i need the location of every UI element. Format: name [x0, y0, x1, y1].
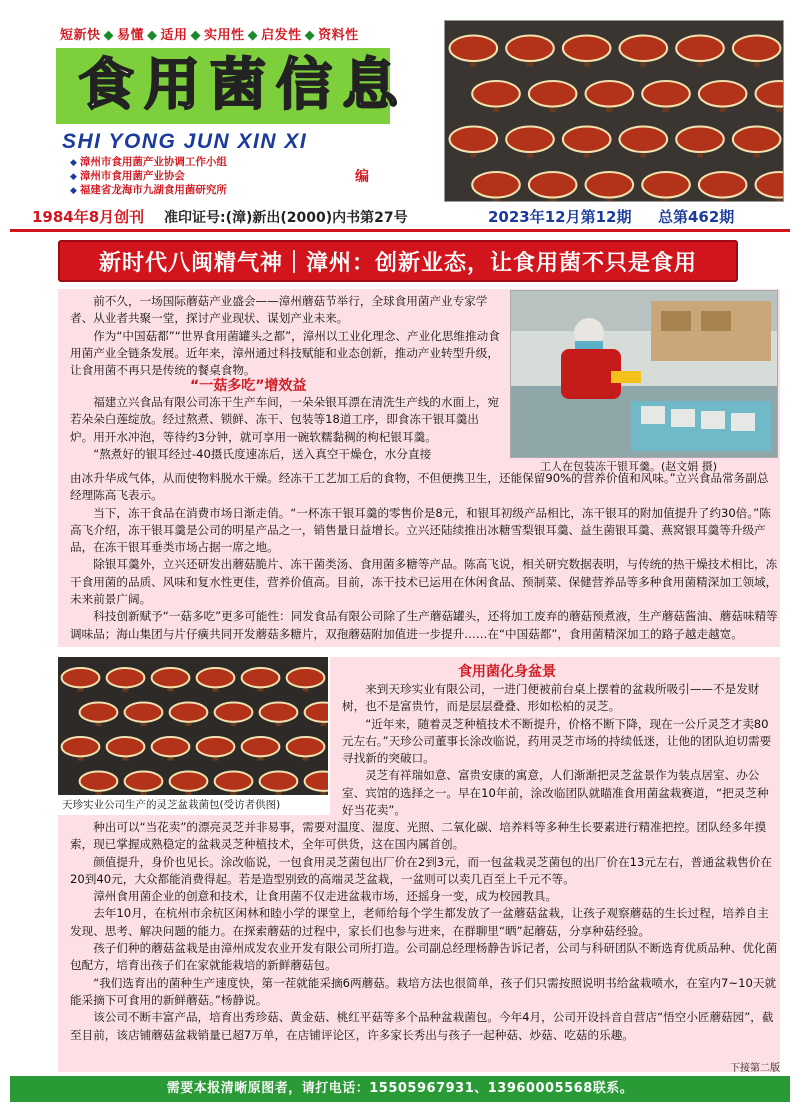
edit-label: 编: [355, 169, 369, 185]
slogan-item: 启发性: [261, 28, 302, 43]
paragraph: “熬煮好的银耳经过-40摄氏度速冻后，送入真空干燥仓，水分直接: [93, 446, 432, 461]
paragraph: 种出可以“当花卖”的漂亮灵芝并非易事，需要对温度、湿度、光照、二氧化碳、培养料等多种生长要素进行精准把控。团队经多年摸索，现已掌握成熟稳定的盆栽灵芝种植技术，全年可供货，这在国内属首创。: [70, 820, 767, 852]
bonsai-illustration: [58, 657, 328, 795]
photo-lingzhi-bonsai: [58, 657, 328, 795]
slogan-item: 资料性: [318, 28, 359, 43]
article-column-left: [70, 293, 502, 379]
diamond-icon: ◆: [103, 28, 115, 43]
paragraph: 除银耳羹外，立兴还研发出蘑菇脆片、冻干菌类汤、食用菌多糖等产品。陈高飞说，相关研究数据表明，与传统的热干燥技术相比，冻干食用菌的品质、风味和复水性更佳，营养价值高。目前，冻干技术已运用在休闲食品、预制菜、保健营养品等多种食用菌精深加工领域，未来前景广阔。: [70, 557, 778, 607]
info-bar: [10, 206, 790, 232]
permit-number: 准印证号:(漳)新出(2000)内书第27号: [164, 210, 408, 226]
paragraph: 科技创新赋予“一菇多吃”更多可能性：同发食品有限公司除了生产蘑菇罐头，还将加工废弃的蘑菇预煮液，生产蘑菇酱油、蘑菇味精等调味品；海山集团与片仔癀共同开发蘑菇多糖片，双孢蘑菇附加值进一步提升……在“中国菇都”，食用菌精深加工的路子越走越宽。: [70, 609, 778, 641]
paragraph: 福建立兴食品有限公司冻干生产车间，一朵朵银耳漂在清洗生产线的水面上，宛若朵朵白莲绽放。经过熬煮、锁鲜、冻干、包装等18道工序，即食冻干银耳羹出炉。用开水冲泡，等待约3分钟，就可享用一碗软糯黏稠的枸杞银耳羹。: [70, 395, 499, 444]
lingzhi-illustration: [445, 21, 784, 202]
editor-item: ◆ 漳州市食用菌产业协调工作小组: [70, 156, 227, 168]
slogan-item: 适用: [160, 28, 188, 43]
paragraph: 来到天珍实业有限公司，一进门便被前台桌上摆着的盆栽所吸引——不是发财树，也不是富贵竹，而是层层叠叠、形如松柏的灵芝。: [342, 682, 760, 714]
triangle-bullet-icon: ◆: [70, 186, 77, 196]
paragraph: 该公司不断丰富产品，培育出秀珍菇、黄金菇、桃红平菇等多个品种盆栽菌包。今年4月，公司开设抖音自营店“悟空小匠蘑菇园”，截至目前，该店铺蘑菇盆栽销量已超7万单，在店铺评论区，许多家长秀出与孩子一起种菇、炒菇、吃菇的乐趣。: [70, 1010, 774, 1042]
founded-date: 1984年8月创刊: [32, 208, 145, 226]
article-wide-1: [70, 470, 778, 643]
headline: 新时代八闽精气神｜漳州：创新业态，让食用菌不只是食用: [98, 251, 697, 276]
masthead-pinyin: SHI YONG JUN XIN XI: [62, 130, 308, 153]
diamond-icon: ◆: [147, 28, 158, 43]
paragraph: 由冰升华成气体，从而使物料脱水干燥。经冻干工艺加工后的食物，不但便携卫生，还能保留90%的营养价值和风味。”立兴食品常务副总经理陈高飞表示。: [70, 471, 769, 503]
diamond-icon: ◆: [304, 28, 316, 43]
paragraph: 当下，冻干食品在消费市场日渐走俏。“一杯冻干银耳羹的零售价是8元，和银耳初级产品相比，冻干银耳的附加值提升了约30倍。”陈高飞介绍，冻干银耳羹是公司的明星产品之一，销售量日益增长。立兴还陆续推出冰糖雪梨银耳羹、益生菌银耳羹、燕窝银耳羹等升级产品，在冻干银耳垂类市场占据一席之地。: [70, 505, 771, 555]
slogan-line: [60, 24, 359, 43]
slogan-item: 易懂: [117, 28, 145, 43]
footer-text: 需要本报清晰原图者，请打电话：15505967931、13960005568联系。: [166, 1081, 634, 1096]
worker-illustration: [511, 291, 778, 458]
headline-banner: [58, 240, 738, 282]
diamond-icon: ◆: [190, 28, 202, 43]
article-wide-2: [70, 819, 778, 1044]
paragraph: 前不久，一场国际蘑菇产业盛会——漳州蘑菇节举行，全球食用菌产业专家学者、从业者共聚一堂，探讨产业现状、谋划产业未来。: [70, 294, 488, 326]
subheading: “一菇多吃”增效益: [190, 378, 307, 394]
triangle-bullet-icon: ◆: [70, 172, 77, 182]
triangle-bullet-icon: ◆: [70, 158, 77, 168]
subheading: 食用菌化身盆景: [458, 664, 556, 680]
paragraph: 孩子们种的蘑菇盆栽是由漳州成发农业开发有限公司所打造。公司副总经理杨静告诉记者，公司与科研团队不断选育优质品种、优化菌包配方，培育出孩子们在家就能栽培的新鲜蘑菇包。: [70, 941, 778, 973]
editor-item: ◆ 福建省龙海市九湖食用菌研究所: [70, 184, 227, 196]
editor-item: ◆ 漳州市食用菌产业协会: [70, 170, 185, 182]
paragraph: “近年来，随着灵芝种植技术不断提升，价格不断下降，现在一公斤灵芝才卖80元左右。”天珍公司董事长涂改临说，药用灵芝市场的持续低迷，让他的团队迫切需要寻找新的突破口。: [342, 716, 772, 766]
paragraph: 作为“中国菇都”“世界食用菌罐头之都”，漳州以工业化理念、产业化思维推动食用菌产业全链条发展。近年来，漳州通过科技赋能和业态创新，推动产业转型升级，让食用菌不再只是传统的餐桌食物。: [70, 328, 500, 378]
editor-list: [70, 156, 227, 198]
footer-banner: [10, 1076, 790, 1102]
paragraph: 去年10月，在杭州市余杭区闲林和睦小学的课堂上，老师给每个学生都发放了一盆蘑菇盆栽，让孩子观察蘑菇的生长过程，培养自主发现、思考、解决问题的能力。在探索蘑菇的过程中，家长们也参与进来，在群聊里“晒”起蘑菇，分享种菇经验。: [70, 906, 769, 938]
photo-caption: 天珍实业公司生产的灵芝盆栽菌包(受访者供图): [62, 799, 281, 811]
header-photo-lingzhi: [444, 20, 784, 202]
issue-total: 总第462期: [658, 208, 735, 226]
slogan-item: 实用性: [204, 28, 245, 43]
paragraph: “我们选育出的菌种生产速度快，第一茬就能采摘6两蘑菇。栽培方法也很简单，孩子们只需按照说明书给盆栽喷水，在室内7~10天就能采摘下可食用的新鲜蘑菇。”杨静说。: [70, 975, 777, 1007]
issue-number: 2023年12月第12期: [488, 208, 632, 226]
masthead-title: 食用菌信息: [78, 52, 408, 118]
article-column-right: [342, 681, 774, 819]
paragraph: 灵芝有祥瑞如意、富贵安康的寓意，人们渐渐把灵芝盆景作为装点居室、办公室、宾馆的选择之一。早在10年前，涂改临团队就瞄准食用菌盆栽赛道，“把灵芝种好当花卖”。: [342, 768, 769, 818]
continued-note: 下接第二版: [730, 1063, 780, 1074]
article-column-left-2: [70, 394, 502, 463]
photo-worker-packaging: [510, 290, 778, 458]
paragraph: 漳州食用菌企业的创意和技术，让食用菌不仅走进盆栽市场，还摇身一变，成为校园教具。: [93, 889, 557, 904]
diamond-icon: ◆: [247, 28, 259, 43]
paragraph: 颜值提升，身价也见长。涂改临说，一包食用灵芝菌包出厂价在2到3元，而一包盆栽灵芝菌包的出厂价在13元左右，普通盆栽售价在20到40元，大众都能消费得起。若是造型别致的高端灵芝盆栽，一盆则可以卖几百至上千元不等。: [70, 854, 772, 886]
photo-caption: 工人在包装冻干银耳羹。(赵文娟 摄): [540, 460, 718, 473]
slogan-item: 短新快: [60, 28, 101, 43]
